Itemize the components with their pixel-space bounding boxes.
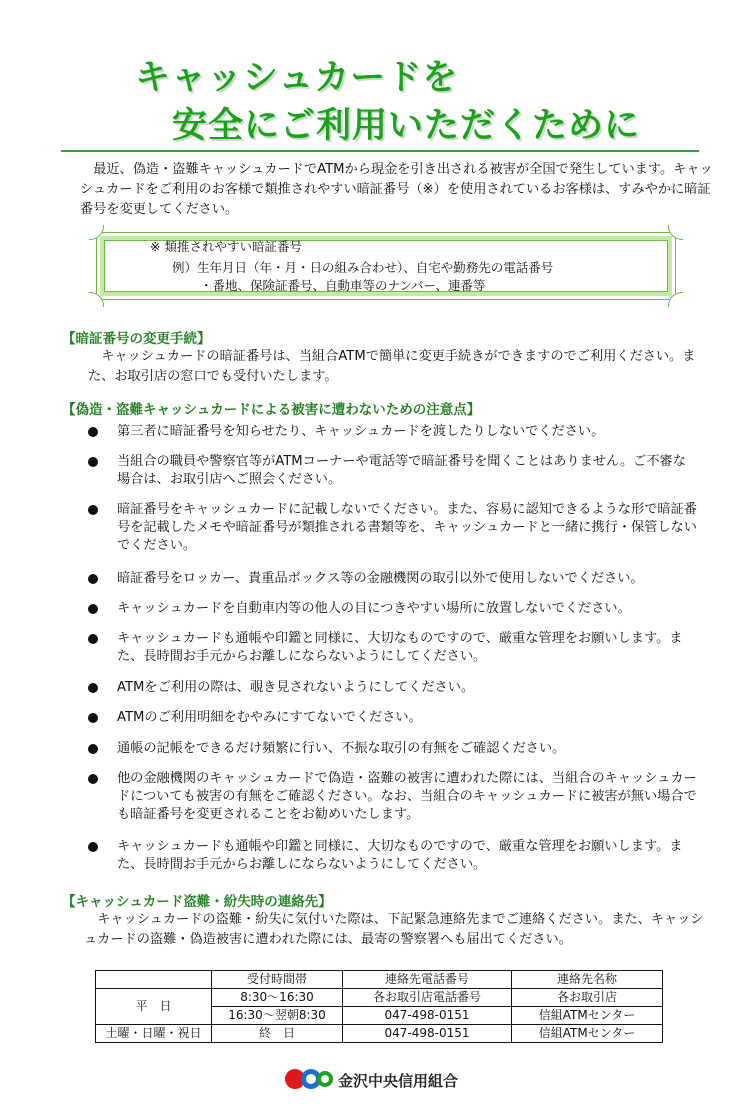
bullet-icon (88, 427, 98, 437)
bullet-icon (88, 774, 98, 784)
title-divider (61, 150, 699, 152)
section-heading-contact: 【キャッシュカード盗難・紛失時の連絡先】 (62, 894, 332, 910)
pin-change-text: キャッシュカードの暗証番号は、当組合ATMで簡単に変更手続きができますのでご利用ください。また、お取引店の窓口でも受付いたします。 (88, 349, 696, 384)
contact-paragraph (84, 910, 704, 950)
bullet-icon (88, 457, 98, 467)
bullet-icon (88, 574, 98, 584)
bullet-icon (88, 683, 98, 693)
list-item-text: ATMをご利用の際は、覗き見されないようにしてください。 (117, 680, 475, 695)
list-item-text: 当組合の職員や警察官等がATMコーナーや電話等で暗証番号を聞くことはありません。ご不審な場合は、お取引店へご照会ください。 (117, 454, 686, 487)
table-header-cell: 連絡先名称 (512, 971, 663, 989)
table-cell: 8:30～16:30 (212, 989, 343, 1007)
pin-change-paragraph (88, 347, 708, 387)
intro-paragraph (80, 160, 720, 220)
note-box-title: ※ 類推されやすい暗証番号 (150, 239, 302, 254)
bullet-icon (88, 505, 98, 515)
table-header-row (96, 971, 663, 989)
title-line-1: キャッシュカードを (135, 58, 459, 98)
intro-text: 最近、偽造・盗難キャッシュカードでATMから現金を引き出される被害が全国で発生しています。キャッシュカードをご利用のお客様で類推されやすい暗証番号（※）を使用されているお客様は、すみやかに暗証番号を変更してください。 (80, 162, 713, 217)
list-item-text: 通帳の記帳をできるだけ頻繁に行い、不振な取引の有無をご確認ください。 (117, 741, 566, 756)
note-box-example-1: 例）生年月日（年・月・日の組み合わせ）、自宅や勤務先の電話番号 (172, 260, 554, 275)
table-cell: 16:30～翌朝8:30 (212, 1007, 343, 1025)
credit-union-logo-icon (284, 1066, 334, 1092)
table-cell: 終 日 (212, 1025, 343, 1043)
note-box-example-2: ・番地、保険証番号、自動車等のナンバー、連番等 (200, 278, 486, 293)
table-cell: 各お取引店 (512, 989, 663, 1007)
list-item-text: 暗証番号をキャッシュカードに記載しないでください。また、容易に認知できるような形で暗証番号を記載したメモや暗証番号が類推される書類等を、キャッシュカードと一緒に携行・保管しないでください。 (117, 502, 697, 553)
bullet-icon (88, 604, 98, 614)
list-item-text: キャッシュカードを自動車内等の他人の目につきやすい場所に放置しないでください。 (117, 601, 631, 616)
bullet-icon (88, 842, 98, 852)
list-item-text: 他の金融機関のキャッシュカードで偽造・盗難の被害に遭われた際には、当組合のキャッシュカードについても被害の有無をご確認ください。なお、当組合のキャッシュカードに被害が無い場合でも暗証番号を変更されることをお勧めいたします。 (117, 771, 697, 822)
section-heading-pin-change: 【暗証番号の変更手続】 (62, 331, 211, 347)
table-header-cell (96, 971, 212, 989)
table-cell: 047-498-0151 (343, 1007, 512, 1025)
list-item-text: キャッシュカードも通帳や印鑑と同様に、大切なものですので、厳重な管理をお願いします。また、長時間お手元からお離しにならないようにしてください。 (117, 631, 683, 664)
table-cell: 信組ATMセンター (512, 1007, 663, 1025)
list-item-text: 第三者に暗証番号を知らせたり、キャッシュカードを渡したりしないでください。 (117, 424, 605, 439)
table-header-cell: 受付時間帯 (212, 971, 343, 989)
table-cell: 信組ATMセンター (512, 1025, 663, 1043)
section-heading-caution: 【偽造・盗難キャッシュカードによる被害に遭わないための注意点】 (62, 402, 481, 418)
table-cell: 土曜・日曜・祝日 (96, 1025, 212, 1043)
bullet-icon (88, 744, 98, 754)
weekday-label-cell: 平 日 (96, 989, 212, 1025)
table-header-cell: 連絡先電話番号 (343, 971, 512, 989)
list-item-text: ATMのご利用明細をむやみにすてないでください。 (117, 710, 422, 725)
contact-table (95, 970, 663, 1043)
list-item-text: 暗証番号をロッカー、貴重品ボックス等の金融機関の取引以外で使用しないでください。 (117, 571, 644, 586)
table-cell: 各お取引店電話番号 (343, 989, 512, 1007)
title-line-2: 安全にご利用いただくために (172, 106, 641, 146)
table-row (96, 989, 663, 1007)
bullet-icon (88, 634, 98, 644)
list-item-text: キャッシュカードも通帳や印鑑と同様に、大切なものですので、厳重な管理をお願いします。また、長時間お手元からお離しにならないようにしてください。 (117, 839, 683, 872)
org-name: 金沢中央信用組合 (338, 1072, 459, 1090)
table-cell: 047-498-0151 (343, 1025, 512, 1043)
bullet-icon (88, 713, 98, 723)
contact-text: キャッシュカードの盗難・紛失に気付いた際は、下記緊急連絡先までご連絡ください。また、キャッシュカードの盗難・偽造被害に遭われた際には、最寄の警察署へも届出てください。 (84, 912, 704, 947)
table-row (96, 1025, 663, 1043)
